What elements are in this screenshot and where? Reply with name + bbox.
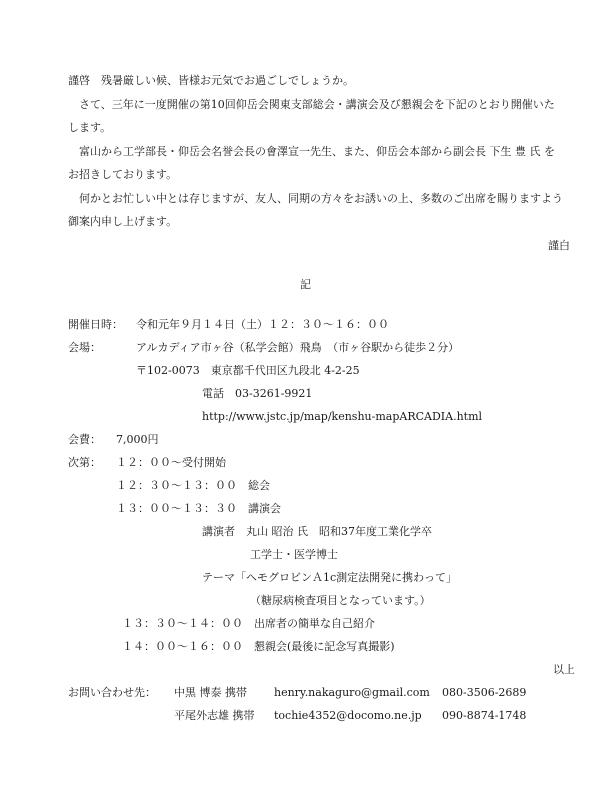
theme-note: （糖尿病検査項目となっています。） xyxy=(250,594,431,607)
speaker-line: 講演者 丸山 昭治 氏 昭和37年度工業化学卒 xyxy=(202,525,432,538)
greeting-line-4: 富山から工学部長・仰岳会名誉会長の會澤宣一先生、また、仰岳会本部から副会長 下生 豊 氏 を xyxy=(68,145,555,158)
fee-label: 会費： xyxy=(68,433,101,446)
venue-phone: 電話 03-3261-9921 xyxy=(202,387,313,400)
contact-phone-1: 080-3506-2689 xyxy=(442,686,527,699)
greeting-line-1: 謹啓 残暑厳しい候、皆様お元気でお過ごしでしょうか。 xyxy=(68,74,354,87)
closing-kenpaku: 謹白 xyxy=(548,239,570,252)
greeting-line-7: 御案内申し上げます。 xyxy=(68,215,178,228)
schedule-item-1: １２：００〜受付開始 xyxy=(116,456,226,469)
datetime-value: 令和元年９月１４日（土）１２：３０〜１６：００ xyxy=(136,318,389,331)
schedule-item-2: １２：３０〜１３：００ 総会 xyxy=(116,479,270,492)
theme-line: テーマ「ヘモグロビンＡ1c測定法開発に携わって」 xyxy=(202,571,458,584)
greeting-line-6: 何かとお忙しい中とは存じますが、友人、同期の方々をお誘いの上、多数のご出席を賜りますよう xyxy=(68,192,563,205)
contact-email-2[interactable]: tochie4352@docomo.ne.jp xyxy=(274,709,422,722)
schedule-item-4: １３：３０〜１４：００ 出席者の簡単な自己紹介 xyxy=(122,617,375,630)
venue-url[interactable]: http://www.jstc.jp/map/kenshu-mapARCADIA.html xyxy=(202,410,483,423)
schedule-item-3: １３：００〜１３：３０ 講演会 xyxy=(116,502,281,515)
contact-name-1: 中黒 博泰 携帯 xyxy=(174,686,247,699)
contact-email-1[interactable]: henry.nakaguro@gmail.com xyxy=(274,686,430,699)
venue-name: アルカディア市ヶ谷（私学会館）飛鳥 （市ヶ谷駅から徒歩２分） xyxy=(136,341,460,354)
contact-phone-2: 090-8874-1748 xyxy=(442,709,527,722)
schedule-item-5: １４：００〜１６：００ 懇親会(最後に記念写真撮影) xyxy=(122,640,395,653)
speaker-degree: 工学士・医学博士 xyxy=(250,548,338,561)
ijo-closing: 以上 xyxy=(553,663,575,676)
contact-name-2: 平尾外志雄 携帯 xyxy=(174,709,255,722)
greeting-line-3: します。 xyxy=(68,121,112,134)
ki-heading: 記 xyxy=(300,278,311,291)
venue-label: 会場： xyxy=(68,341,101,354)
datetime-label: 開催日時： xyxy=(68,318,123,331)
venue-address: 〒102-0073 東京都千代田区九段北 4-2-25 xyxy=(136,364,360,377)
greeting-line-5: お招きしております。 xyxy=(68,168,178,181)
fee-value: 7,000円 xyxy=(116,433,159,446)
schedule-label: 次第： xyxy=(68,456,101,469)
contact-label: お問い合わせ先： xyxy=(68,686,156,699)
greeting-line-2: さて、三年に一度開催の第10回仰岳会関東支部総会・講演会及び懇親会を下記のとおり開催いた xyxy=(68,98,555,111)
